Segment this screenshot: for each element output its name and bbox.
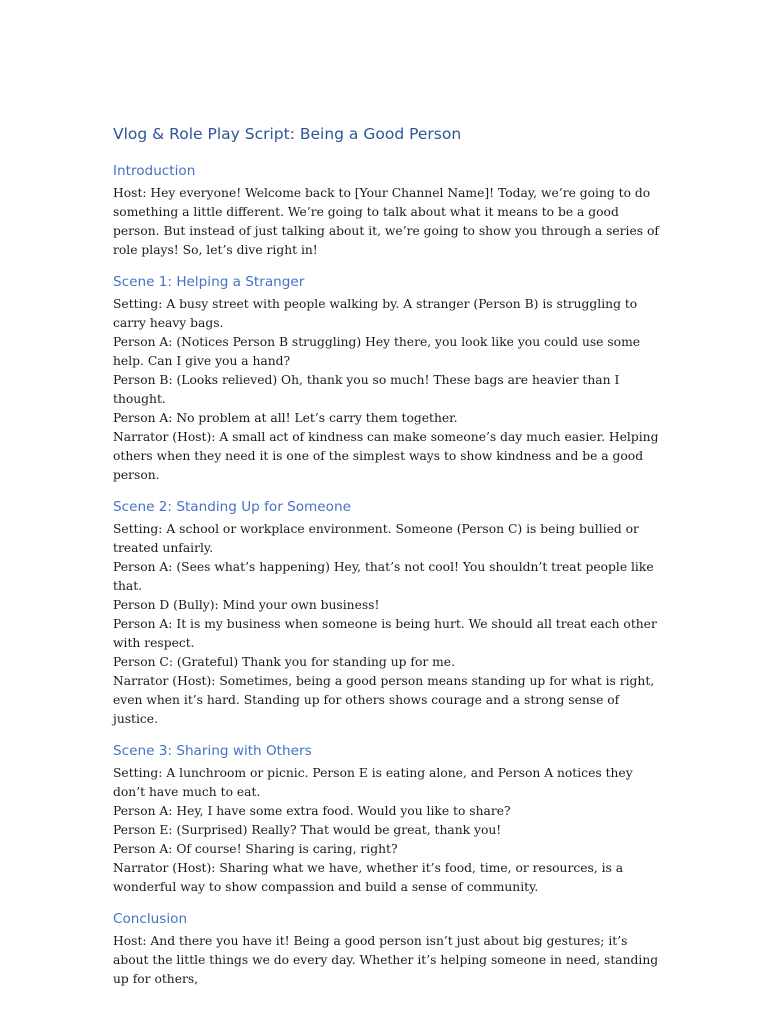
script-line: Narrator (Host): Sharing what we have, whether it’s food, time, or resources, is a wonderful way to show compassion and build a sense of community. — [113, 861, 624, 894]
script-line: Person A: It is my business when someone is being hurt. We should all treat each other with respect. — [113, 617, 657, 650]
document-body — [113, 123, 661, 1001]
script-line: Person A: (Sees what’s happening) Hey, that’s not cool! You shouldn’t treat people like that. — [113, 560, 654, 593]
script-line: Setting: A lunchroom or picnic. Person E is eating alone, and Person A notices they don’t have much to eat. — [113, 766, 633, 799]
section-conclusion — [113, 909, 661, 989]
script-line: Host: Hey everyone! Welcome back to [Your Channel Name]! Today, we’re going to do something a little different. We’re going to talk about what it means to be a good person. But instead of just talking about it, we’re going to show you through a series of role plays! So, let’s dive right in! — [113, 186, 659, 257]
section-scene-1 — [113, 272, 661, 485]
section-heading: Scene 3: Sharing with Others — [113, 743, 312, 759]
script-line: Narrator (Host): A small act of kindness can make someone’s day much easier. Helping others when they need it is one of the simplest ways to show kindness and be a good person. — [113, 430, 659, 482]
section-introduction — [113, 161, 661, 260]
script-line: Person D (Bully): Mind your own business! — [113, 598, 380, 612]
script-line: Host: And there you have it! Being a good person isn’t just about big gestures; it’s about the little things we do every day. Whether it’s helping someone in need, standing up for others, — [113, 934, 659, 986]
script-line: Setting: A busy street with people walking by. A stranger (Person B) is struggling to carry heavy bags. — [113, 297, 638, 330]
script-line: Person A: (Notices Person B struggling) Hey there, you look like you could use some help. Can I give you a hand? — [113, 335, 641, 368]
script-line: Person E: (Surprised) Really? That would be great, thank you! — [113, 823, 502, 837]
script-line: Narrator (Host): Sometimes, being a good person means standing up for what is right, even when it’s hard. Standing up for others shows courage and a strong sense of justice. — [113, 674, 655, 726]
script-line: Person C: (Grateful) Thank you for standing up for me. — [113, 655, 455, 669]
script-line: Person A: Of course! Sharing is caring, right? — [113, 842, 398, 856]
script-line: Setting: A school or workplace environment. Someone (Person C) is being bullied or treated unfairly. — [113, 522, 639, 555]
document-title: Vlog & Role Play Script: Being a Good Person — [113, 125, 462, 143]
section-scene-3 — [113, 741, 661, 897]
section-heading: Scene 1: Helping a Stranger — [113, 274, 305, 290]
section-heading: Scene 2: Standing Up for Someone — [113, 499, 351, 515]
section-scene-2 — [113, 497, 661, 729]
script-line: Person A: No problem at all! Let’s carry them together. — [113, 411, 458, 425]
section-heading: Introduction — [113, 163, 196, 179]
script-line: Person A: Hey, I have some extra food. Would you like to share? — [113, 804, 511, 818]
section-heading: Conclusion — [113, 911, 188, 927]
script-line: Person B: (Looks relieved) Oh, thank you so much! These bags are heavier than I thought. — [113, 373, 620, 406]
